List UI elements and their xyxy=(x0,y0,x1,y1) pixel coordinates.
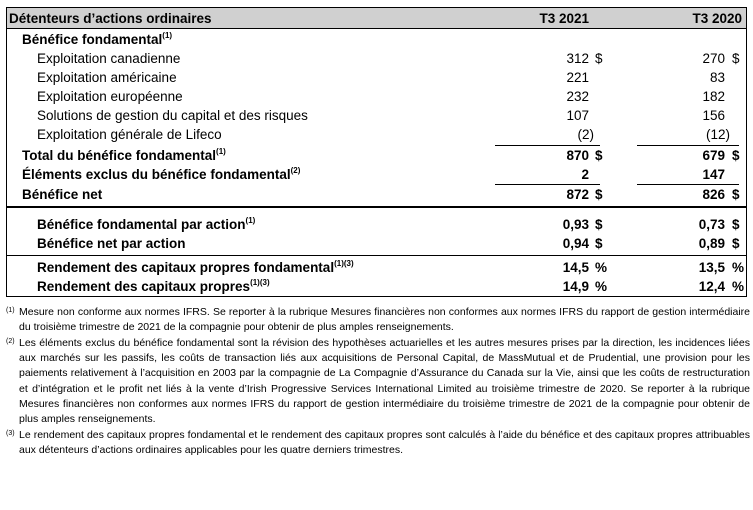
row-currency-2021: $ xyxy=(595,217,603,232)
footnote-marker: (1) xyxy=(6,307,15,314)
row-value-2021: 221 xyxy=(566,70,589,85)
footnote-marker: (2) xyxy=(6,338,15,345)
row-label: Rendement des capitaux propres fondamental$^{(1)(3)}$ xyxy=(37,258,354,275)
row-value-2020: 13,5 xyxy=(698,260,725,275)
footnote-1 xyxy=(6,305,750,336)
row-value-2021: 0,93 xyxy=(562,217,589,232)
row-value-2020: 12,4 xyxy=(698,279,725,294)
subtotal-rule-2020 xyxy=(637,145,739,146)
row-label: Solutions de gestion du capital et des risques xyxy=(37,108,308,123)
row-value-2020: (12) xyxy=(705,127,730,142)
row-currency-2021: $ xyxy=(595,148,603,163)
row-currency-2020: $ xyxy=(732,217,740,232)
earnings-table xyxy=(6,7,747,297)
row-value-2020: 147 xyxy=(702,167,725,182)
row-value-2021: 872 xyxy=(566,187,589,202)
row-value-2021: (2) xyxy=(577,127,594,142)
row-percent-2020: % xyxy=(732,279,745,294)
footnote-3 xyxy=(6,428,750,459)
row-currency-2020: $ xyxy=(732,236,740,251)
row-value-2021: 14,5 xyxy=(562,260,589,275)
subtotal-rule-2021 xyxy=(495,145,600,146)
row-percent-2020: % xyxy=(732,260,745,275)
header-label: Détenteurs d’actions ordinaires xyxy=(9,11,212,26)
row-currency-2020: $ xyxy=(732,51,740,66)
row-label: Bénéfice fondamental par action$^{(1)}$ xyxy=(37,215,256,232)
row-label: Bénéfice net xyxy=(22,187,103,202)
row-value-2021: 870 xyxy=(566,148,589,163)
row-label: Bénéfice net par action xyxy=(37,236,186,251)
footnote-text: Mesure non conforme aux normes IFRS. Se reporter à la rubrique Mesures financières non conformes aux normes IFRS du rapport de gestion intermédiaire du troisième trimestre de 2021 de la compagnie pour obtenir de plus amples renseignements. xyxy=(19,306,750,334)
row-currency-2021: $ xyxy=(595,187,603,202)
row-currency-2020: $ xyxy=(732,148,740,163)
section-divider xyxy=(7,255,746,256)
row-label: Exploitation canadienne xyxy=(37,51,181,66)
row-currency-2021: $ xyxy=(595,236,603,251)
section-core-earnings: Bénéfice fondamental$^{(1)}$ xyxy=(22,30,173,47)
row-label: Rendement des capitaux propres$^{(1)(3)}$ xyxy=(37,277,270,294)
row-value-2021: 2 xyxy=(581,167,589,182)
row-value-2020: 0,89 xyxy=(698,236,725,251)
row-label: Exploitation américaine xyxy=(37,70,177,85)
row-label: Total du bénéfice fondamental$^{(1)}$ xyxy=(22,146,226,163)
footnote-2 xyxy=(6,336,750,428)
row-percent-2021: % xyxy=(595,260,608,275)
row-percent-2021: % xyxy=(595,279,608,294)
row-value-2020: 83 xyxy=(709,70,725,85)
row-value-2020: 826 xyxy=(702,187,725,202)
header-col-2020: T3 2020 xyxy=(692,11,742,26)
row-value-2021: 107 xyxy=(566,108,589,123)
section-divider xyxy=(7,206,746,208)
net-rule-2020 xyxy=(637,184,739,185)
footnote-marker: (3) xyxy=(6,430,15,437)
row-value-2020: 156 xyxy=(702,108,725,123)
header-col-2021: T3 2021 xyxy=(539,11,589,26)
row-value-2020: 679 xyxy=(702,148,725,163)
row-currency-2020: $ xyxy=(732,187,740,202)
footnote-text: Les éléments exclus du bénéfice fondamental sont la révision des hypothèses actuarielles et les autres mesures prises par la direction, les incidences liées aux marchés sur les passifs, les coûts de transaction liés aux acquisitions de Personal Capital, de MassMutual et de Prudential, une provision pour les paiements relativement à l’acquisition en 2003 par la compagnie de La Compagnie d’Assurance du Canada sur la Vie, ainsi que les coûts de restructuration et d’intégration et le profit net liés à la vente d’Irish Progressive Services International Limited au troisième trimestre de 2020. Se reporter à la rubrique Mesures financières non conformes aux normes IFRS du rapport de gestion intermédiaire du troisième trimestre de 2021 de la compagnie pour obtenir de plus amples renseignements. xyxy=(19,337,750,426)
row-value-2020: 182 xyxy=(702,89,725,104)
row-label: Exploitation générale de Lifeco xyxy=(37,127,222,142)
row-label: Éléments exclus du bénéfice fondamental$^{(2)}$ xyxy=(22,165,301,182)
row-value-2021: 14,9 xyxy=(562,279,589,294)
row-label: Exploitation européenne xyxy=(37,89,183,104)
row-value-2021: 312 xyxy=(566,51,589,66)
row-value-2021: 0,94 xyxy=(562,236,589,251)
row-currency-2021: $ xyxy=(595,51,603,66)
net-rule-2021 xyxy=(495,184,600,185)
row-value-2020: 270 xyxy=(702,51,725,66)
row-value-2020: 0,73 xyxy=(698,217,725,232)
row-value-2021: 232 xyxy=(566,89,589,104)
footnote-text: Le rendement des capitaux propres fondamental et le rendement des capitaux propres sont calculés à l’aide du bénéfice et des capitaux propres attribuables aux détenteurs d’actions ordinaires applicables pour les quatre derniers trimestres. xyxy=(19,429,750,457)
